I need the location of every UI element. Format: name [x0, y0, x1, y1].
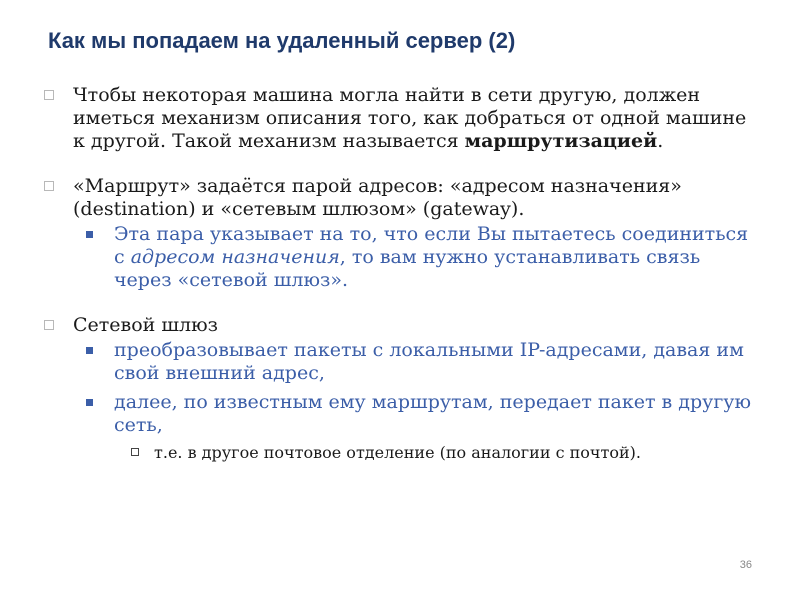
- slide-body: [40, 84, 760, 463]
- paragraph-2-text: «Маршрут» задаётся парой адресов: «адресом назначения» (destination) и «сетевым шлюзом» (gateway).: [73, 175, 682, 220]
- sub-2-1-after: , то вам нужно устанавливать связь через «сетевой шлюз».: [114, 246, 701, 291]
- bullet-paragraph-1: [40, 84, 760, 153]
- sub-bullet-2-1: [73, 223, 760, 292]
- sub-3-2-text: далее, по известным ему маршрутам, передает пакет в другую сеть,: [114, 391, 751, 436]
- sub-2-1-italic: адресом назначения: [130, 246, 340, 268]
- page-number: 36: [739, 559, 752, 571]
- sub-sub-3-2-1-text: т.е. в другое почтовое отделение (по аналогии с почтой).: [154, 443, 641, 462]
- paragraph-3-text: Сетевой шлюз: [73, 314, 219, 336]
- paragraph-1-bold: маршрутизацией: [464, 130, 658, 152]
- small-square-bullet-icon: [131, 448, 139, 456]
- paragraph-1-tail: .: [657, 130, 664, 152]
- sub-2-1-before: Эта пара указывает на то, что если Вы пытаетесь соединиться с: [114, 223, 749, 268]
- filled-square-bullet-icon: [86, 231, 93, 238]
- filled-square-bullet-icon: [86, 399, 93, 406]
- slide-title: Как мы попадаем на удаленный сервер (2): [48, 28, 516, 53]
- filled-square-bullet-icon: [86, 347, 93, 354]
- bullet-paragraph-2: [40, 175, 760, 221]
- square-bullet-icon: [44, 181, 54, 191]
- bullet-paragraph-3: [40, 314, 760, 337]
- sub-bullet-3-2: [73, 391, 760, 437]
- sub-3-1-text: преобразовывает пакеты с локальными IP-адресами, давая им свой внешний адрес,: [114, 339, 744, 384]
- sub-bullet-3-1: [73, 339, 760, 385]
- square-bullet-icon: [44, 90, 54, 100]
- square-bullet-icon: [44, 320, 54, 330]
- paragraph-1-text: Чтобы некоторая машина могла найти в сети другую, должен иметься механизм описания того, как добраться от одной машине к другой. Такой механизм называется: [73, 84, 747, 152]
- sub-sub-bullet-3-2-1: [114, 443, 760, 463]
